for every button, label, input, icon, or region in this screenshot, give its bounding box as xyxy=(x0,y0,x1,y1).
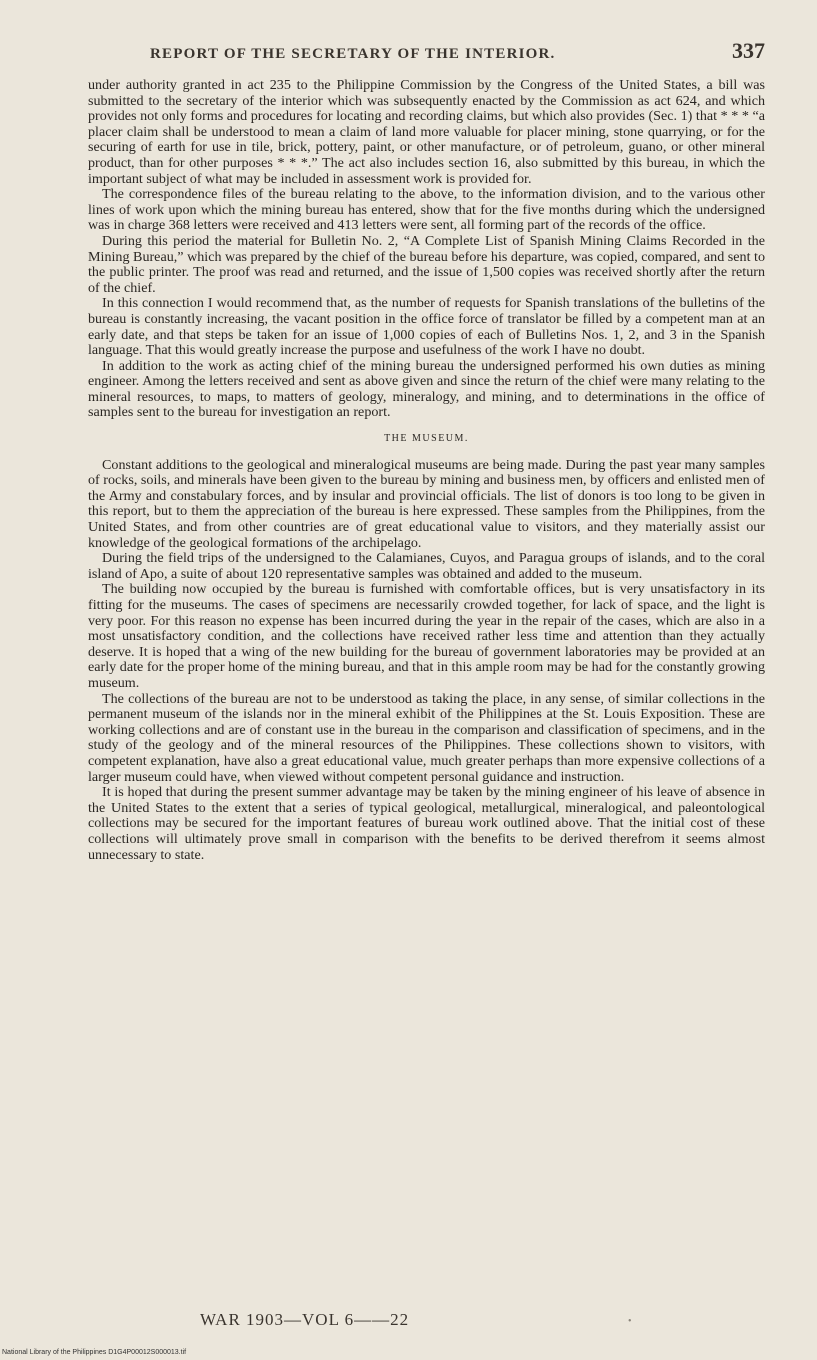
signature-line: WAR 1903—VOL 6——22 xyxy=(200,1310,410,1329)
paragraph: The building now occupied by the bureau is furnished with comfortable offices, but is very unsatisfactory in its fitting for the museums. The cases of specimens are necessarily crowded together, for lack of space, and the light is very poor. For this reason no expense has been incurred during the year in the repair of the cases, which are also in a most unsatisfactory condition, and the collections have received rather less time and attention than they actually deserve. It is hoped that a wing of the new building for the bureau of government laboratories may be provided at an early date for the proper home of the mining bureau, and that in this ample room may be had for the constantly growing museum. xyxy=(88,581,765,691)
page-number: 337 xyxy=(732,38,765,63)
paragraph: Constant additions to the geological and mineralogical museums are being made. During the past year many samples of rocks, soils, and minerals have been given to the bureau by mining and business men, by officers and enlisted men of the Army and constabulary forces, and by insular and provincial officials. The list of donors is too long to be given in this report, but to them the appreciation of the bureau is here expressed. These samples from the Philippines, from the United States, and from other countries are of great educational value to visitors, and they materially assist our knowledge of the geological formations of the archipelago. xyxy=(88,456,765,551)
paragraph: It is hoped that during the present summer advantage may be taken by the mining engineer of his leave of absence in the United States to the extent that a series of typical geological, metallurgical, mineralogical, and paleontological collections may be secured for the important features of bureau work outlined above. That the initial cost of these collections will ultimately prove small in comparison with the benefits to be derived therefrom it seems almost unnecessary to state. xyxy=(88,784,765,863)
paragraph: The collections of the bureau are not to be understood as taking the place, in any sense, of similar collections in the permanent museum of the islands nor in the mineral exhibit of the Philippines at the St. Louis Exposition. These are working collections and are of constant use in the bureau in the comparison and classification of specimens, and in the study of the geology and of the mineral resources of the Philippines. These collections shown to visitors, with competent explanation, have also a great educational value, much greater perhaps than more expensive collections of a larger museum could have, when viewed without competent personal guidance and instruction. xyxy=(88,690,765,785)
body-text xyxy=(88,78,765,863)
paragraph: During this period the material for Bulletin No. 2, “A Complete List of Spanish Mining Claims Recorded in the Mining Bureau,” which was prepared by the chief of the bureau before his departure, was copied, compared, and sent to the public printer. The proof was read and returned, and the issue of 1,500 copies was received shortly after the return of the chief. xyxy=(88,232,765,296)
scan-credit: National Library of the Philippines D1G4P00012S000013.tif xyxy=(2,1349,187,1356)
paragraph: In addition to the work as acting chief of the mining bureau the undersigned performed his own duties as mining engineer. Among the letters received and sent as above given and since the return of the chief were many relating to the mineral resources, to maps, to matters of geology, mineralogy, and mining, and to determinations in the office of samples sent to the bureau for investigation an report. xyxy=(88,357,765,421)
paragraph: During the field trips of the undersigned to the Calamianes, Cuyos, and Paragua groups of islands, and to the coral island of Apo, a suite of about 120 representative samples was obtained and added to the museum. xyxy=(88,550,765,582)
paragraph: In this connection I would recommend that, as the number of requests for Spanish translations of the bulletins of the bureau is constantly increasing, the vacant position in the office force of translator be filled by a competent man at an early date, and that steps be taken for an issue of 1,000 copies of each of Bulletins Nos. 1, 2, and 3 in the Spanish language. That this would greatly increase the purpose and usefulness of the work I have no doubt. xyxy=(88,295,765,359)
section-title: THE MUSEUM. xyxy=(384,433,469,445)
running-head: REPORT OF THE SECRETARY OF THE INTERIOR. xyxy=(150,46,556,62)
paragraph: The correspondence files of the bureau relating to the above, to the information division, and to the various other lines of work upon which the mining bureau has entered, show that for the five months during which the undersigned was in charge 368 letters were received and 413 letters were sent, all forming part of the records of the office. xyxy=(88,186,765,234)
footer-mark: • xyxy=(628,1316,632,1327)
page-header xyxy=(150,38,765,64)
paragraph: under authority granted in act 235 to the Philippine Commission by the Congress of the United States, a bill was submitted to the secretary of the interior which was subsequently enacted by the Commission as act 624, and which provides not only forms and procedures for locating and recording claims, but which also provides (Sec. 1) that * * * “a placer claim shall be understood to mean a claim of land more valuable for placer mining, stone quarrying, or for the securing of earth for use in tile, brick, pottery, paint, or other manufacture, or of petroleum, guano, or other mineral product, than for other purposes * * *.” The act also includes section 16, also submitted by this bureau, in which the important subject of what may be included in assessment work is provided for. xyxy=(88,77,765,187)
